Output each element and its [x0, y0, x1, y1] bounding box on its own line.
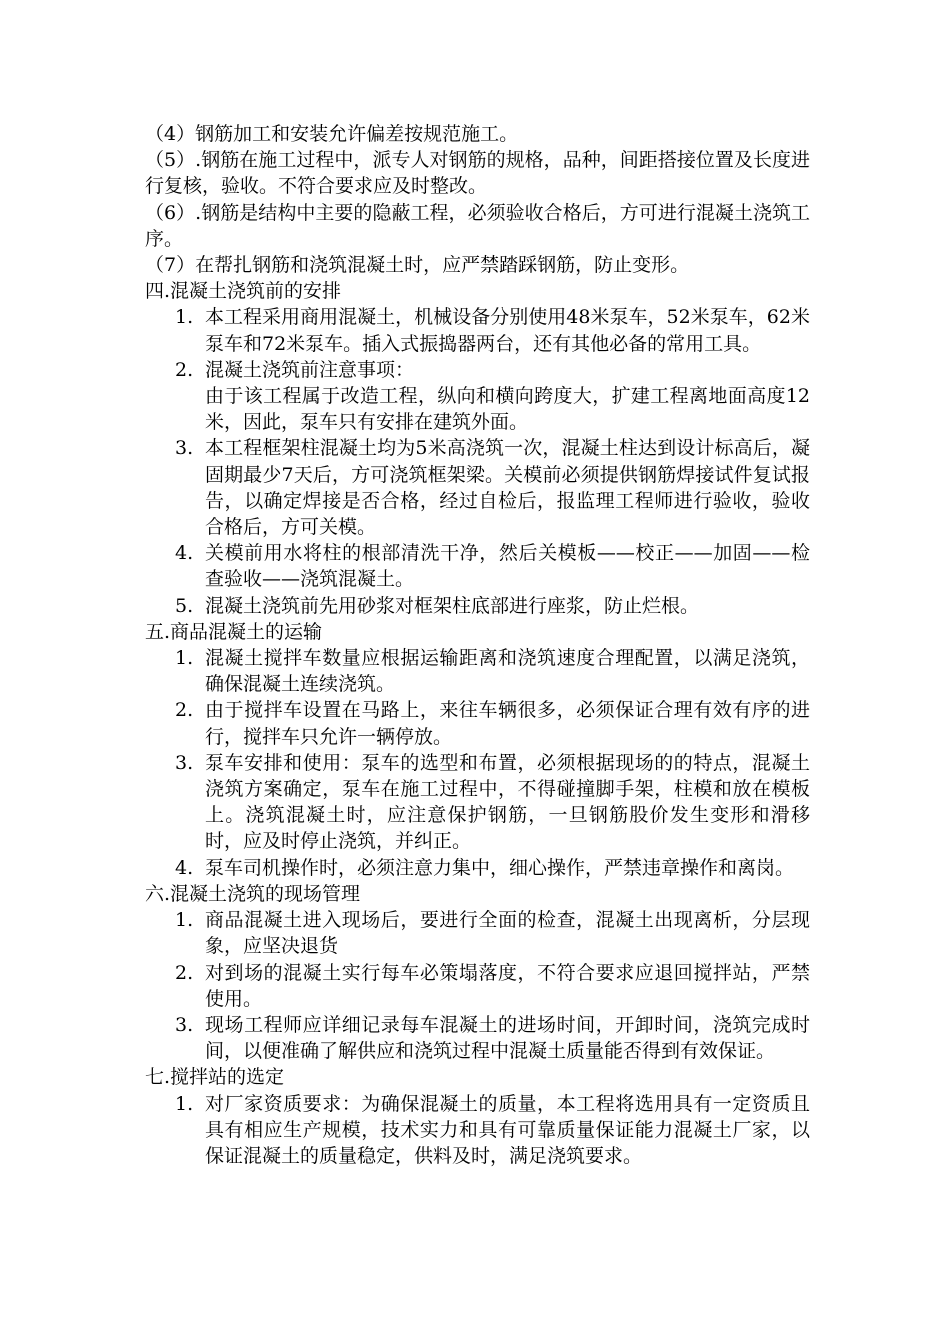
list-item — [145, 697, 810, 749]
section-mixing-station-selection — [145, 1064, 810, 1169]
section-heading: 六.混凝土浇筑的现场管理 — [145, 882, 361, 905]
list-item — [145, 1012, 810, 1064]
section-heading: 五.商品混凝土的运输 — [145, 620, 323, 643]
list-item-text: 本工程采用商用混凝土，机械设备分别使用48米泵车，52米泵车，62米泵车和72米泵车。插入式振捣器两台，还有其他必备的常用工具。 — [205, 306, 810, 355]
section-heading: 七.搅拌站的选定 — [145, 1066, 285, 1089]
list-item-text: 混凝土浇筑前注意事项： — [205, 358, 415, 381]
paragraph-6: （6）.钢筋是结构中主要的隐蔽工程，必须验收合格后，方可进行混凝土浇筑工序。 — [145, 201, 810, 250]
list-number: 3. — [175, 437, 194, 460]
list-number: 4. — [175, 542, 194, 565]
numbered-list — [145, 907, 810, 1064]
list-number: 1. — [175, 909, 194, 932]
list-number: 3. — [175, 751, 194, 774]
section-heading: 四.混凝土浇筑前的安排 — [145, 280, 342, 303]
section-pre-pour-arrangement — [145, 278, 810, 619]
list-number: 1. — [175, 1092, 194, 1115]
list-item-text: 泵车司机操作时，必须注意力集中，细心操作，严禁违章操作和离岗。 — [205, 856, 795, 879]
section-site-management — [145, 881, 810, 1064]
list-item — [145, 1091, 810, 1170]
list-item-text: 关模前用水将柱的根部清洗干净，然后关模板——校正——加固——检查验收——浇筑混凝土。 — [205, 542, 810, 591]
list-number: 4. — [175, 856, 194, 879]
document-body — [145, 121, 810, 1169]
list-item-text: 混凝土搅拌车数量应根据运输距离和浇筑速度合理配置，以满足浇筑，确保混凝土连续浇筑。 — [205, 647, 810, 696]
list-item — [145, 750, 810, 855]
list-item-subtext: 由于该工程属于改造工程，纵向和横向跨度大，扩建工程离地面高度12米，因此，泵车只有安排在建筑外面。 — [205, 385, 810, 434]
list-number: 2. — [175, 961, 194, 984]
list-item — [145, 907, 810, 959]
list-item — [145, 304, 810, 356]
list-number: 5. — [175, 594, 194, 617]
list-item-text: 现场工程师应详细记录每车混凝土的进场时间，开卸时间，浇筑完成时间，以便准确了解供应和浇筑过程中混凝土质量能否得到有效保证。 — [205, 1013, 810, 1063]
list-number: 3. — [175, 1013, 194, 1036]
list-item — [145, 435, 810, 540]
list-number: 1. — [175, 647, 194, 670]
list-item — [145, 960, 810, 1012]
list-item-text: 对到场的混凝土实行每车必策塌落度，不符合要求应退回搅拌站，严禁使用。 — [205, 961, 810, 1010]
list-number: 2. — [175, 699, 194, 722]
numbered-list — [145, 645, 810, 881]
list-item — [145, 593, 810, 619]
paragraph-7: （7）在帮扎钢筋和浇筑混凝土时，应严禁踏踩钢筋，防止变形。 — [145, 254, 690, 277]
section-concrete-transport — [145, 619, 810, 881]
list-item-text: 混凝土浇筑前先用砂浆对框架柱底部进行座浆，防止烂根。 — [205, 594, 700, 617]
list-item-text: 由于搅拌车设置在马路上，来往车辆很多，必须保证合理有效有序的进行，搅拌车只允许一辆停放。 — [205, 699, 810, 748]
list-number: 1. — [175, 306, 194, 329]
list-item — [145, 540, 810, 592]
list-item-text: 商品混凝土进入现场后，要进行全面的检查，混凝土出现离析，分层现象，应坚决退货 — [205, 909, 810, 958]
numbered-list — [145, 1091, 810, 1170]
list-item-text: 对厂家资质要求：为确保混凝土的质量，本工程将选用具有一定资质且具有相应生产规模，技术实力和具有可靠质量保证能力混凝土厂家，以保证混凝土的质量稳定，供料及时，满足浇筑要求。 — [205, 1092, 810, 1167]
list-number: 2. — [175, 358, 194, 381]
paragraph-4: （4）钢筋加工和安装允许偏差按规范施工。 — [145, 123, 519, 145]
list-item — [145, 645, 810, 697]
list-item-text: 泵车安排和使用：泵车的选型和布置，必须根据现场的的特点，混凝土浇筑方案确定，泵车在施工过程中，不得碰撞脚手架，柱模和放在模板上。浇筑混凝土时，应注意保护钢筋，一旦钢筋股价发生变形和滑移时，应及时停止浇筑，并纠正。 — [205, 751, 810, 853]
list-item — [145, 357, 810, 436]
paragraph-5: （5）.钢筋在施工过程中，派专人对钢筋的规格，品种，间距搭接位置及长度进行复核，验收。不符合要求应及时整改。 — [145, 149, 810, 198]
list-item-text: 本工程框架柱混凝土均为5米高浇筑一次，混凝土柱达到设计标高后，凝固期最少7天后，方可浇筑框架梁。关模前必须提供钢筋焊接试件复试报告，以确定焊接是否合格，经过自检后，报监理工程师进行验收，验收合格后，方可关模。 — [205, 437, 810, 539]
numbered-list — [145, 304, 810, 618]
list-item — [145, 855, 810, 881]
